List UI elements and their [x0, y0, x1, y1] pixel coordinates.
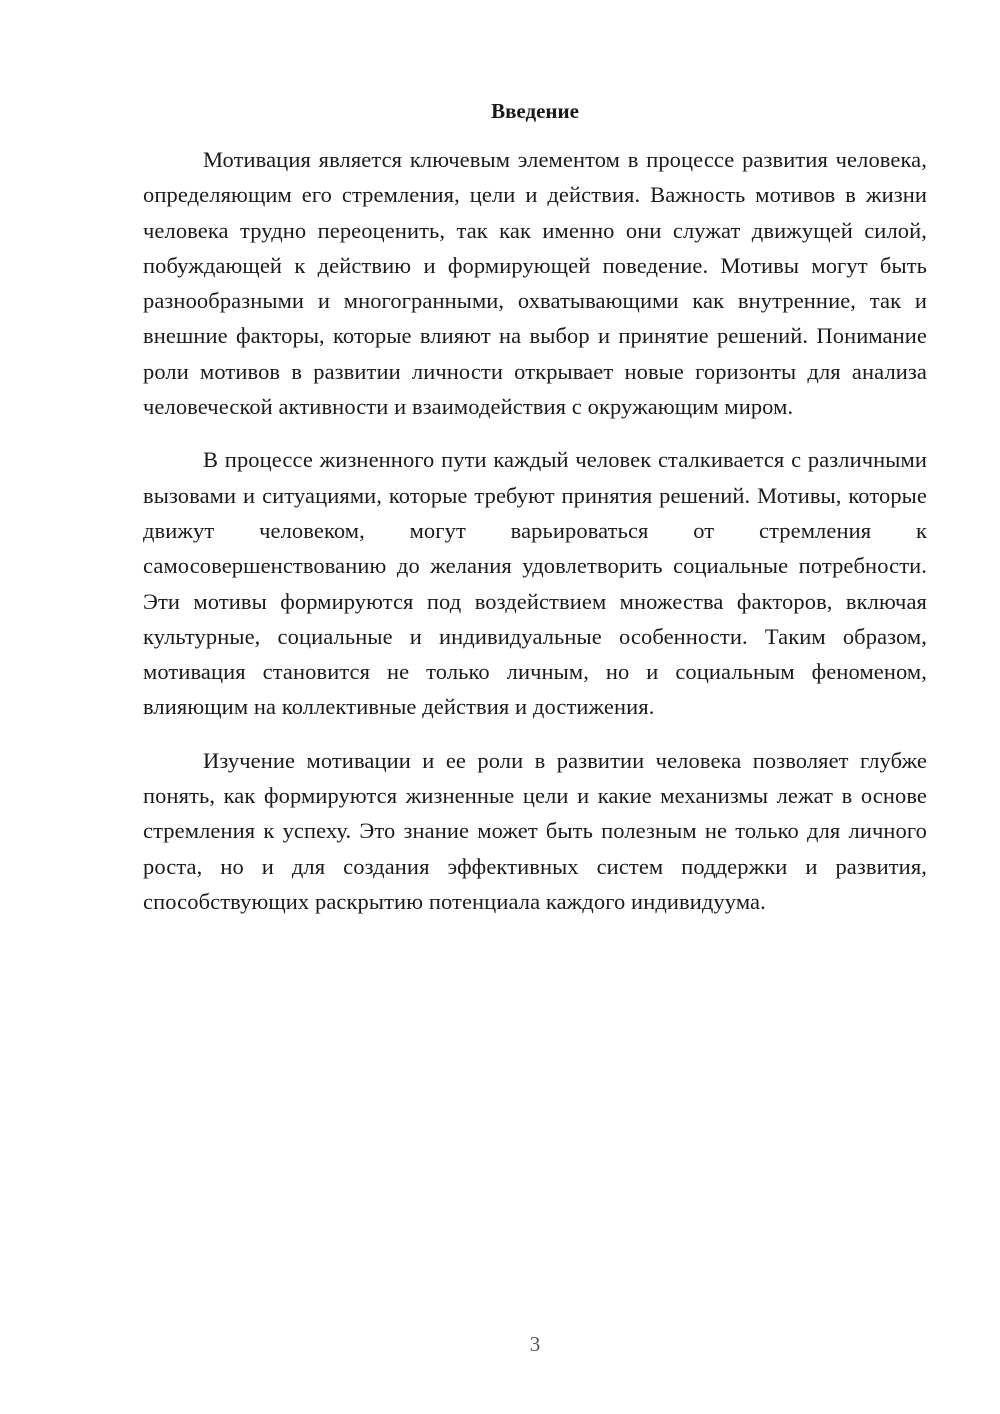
paragraph-1: Мотивация является ключевым элементом в процессе развития человека, определяющим его стремления, цели и действия. Важность мотивов в жизни человека трудно переоценить, так как именно они служат движущей силой, побуждающей к действию и формирующей поведение. Мотивы могут быть разнообразными и многогранными, охватывающими как внутренние, так и внешние факторы, которые влияют на выбор и принятие решений. Понимание роли мотивов в развитии личности открывает новые горизонты для анализа человеческой активности и взаимодействия с окружающим миром. — [143, 147, 927, 420]
section-heading: Введение — [491, 99, 579, 123]
paragraph-3: Изучение мотивации и ее роли в развитии человека позволяет глубже понять, как формируются жизненные цели и какие механизмы лежат в основе стремления к успеху. Это знание может быть полезным не только для личного роста, но и для создания эффективных систем поддержки и развития, способствующих раскрытию потенциала каждого индивидуума. — [143, 747, 927, 914]
paragraph-2: В процессе жизненного пути каждый человек сталкивается с различными вызовами и ситуациями, которые требуют принятия решений. Мотивы, которые движут человеком, могут варьироваться от стремления к самосовершенствованию до желания удовлетворить социальные потребности. Эти мотивы формируются под воздействием множества факторов, включая культурные, социальные и индивидуальные особенности. Таким образом, мотивация становится не только личным, но и социальным феноменом, влияющим на коллективные действия и достижения. — [143, 447, 927, 720]
page-number: 3 — [529, 1332, 541, 1356]
body-text — [143, 142, 927, 937]
